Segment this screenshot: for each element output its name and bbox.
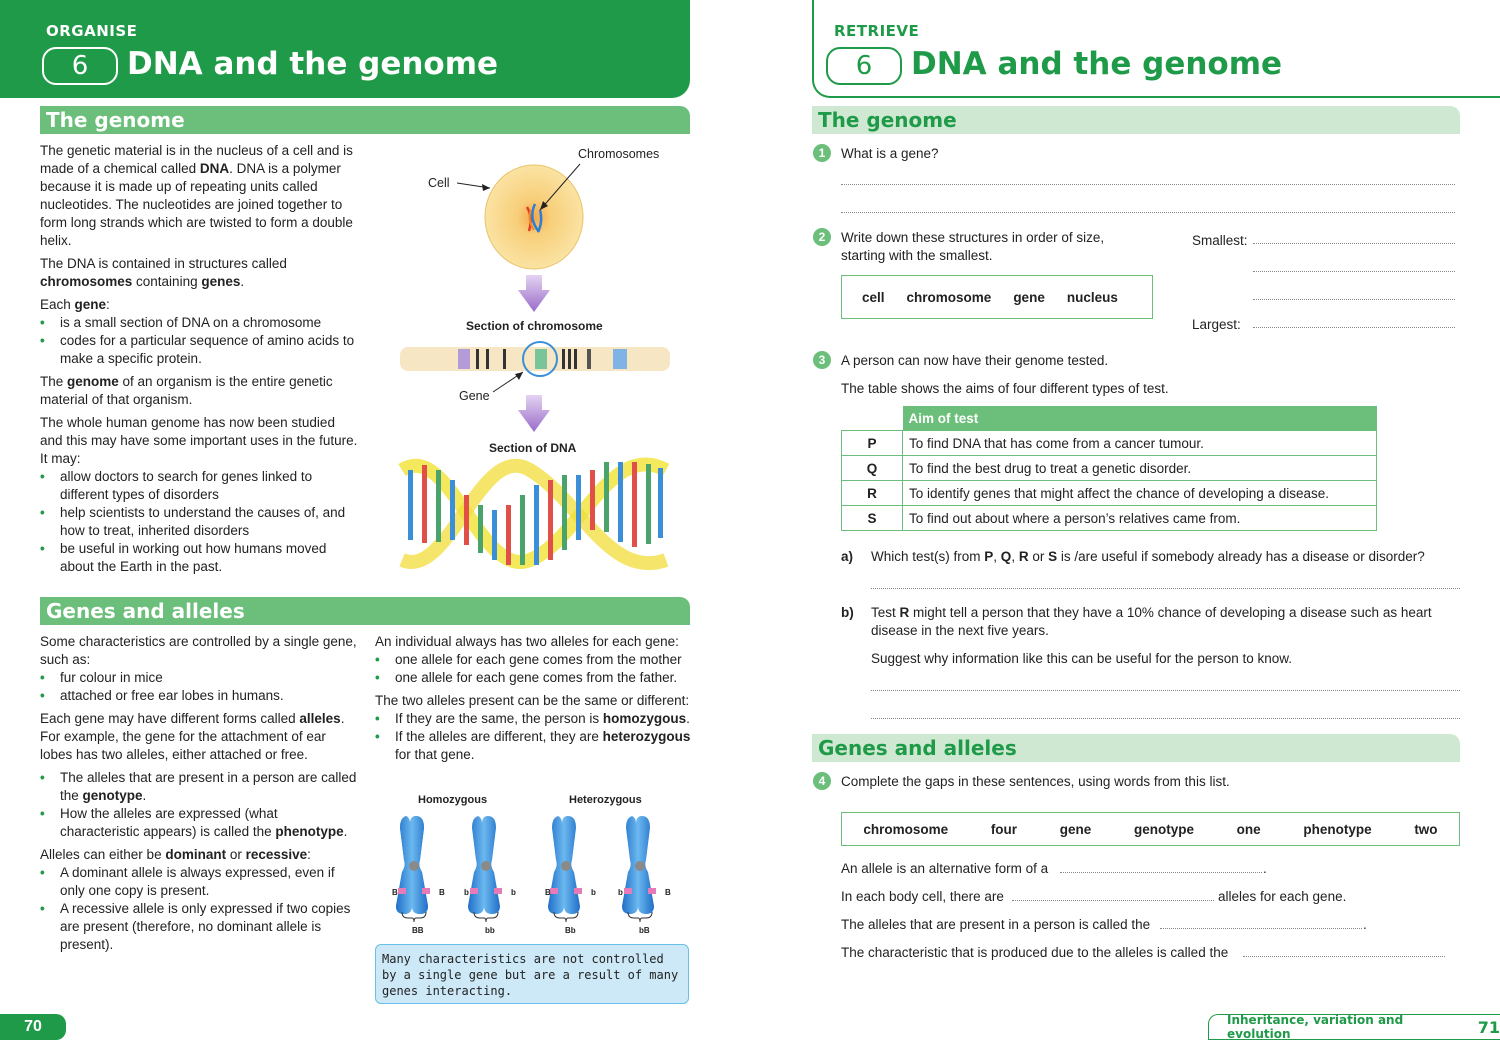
sentence-4: The characteristic that is produced due to the alleles is called the — [841, 945, 1229, 960]
genotype-label: Bb — [565, 926, 576, 935]
right-chapter-number: 6 — [855, 51, 873, 81]
answer-line[interactable] — [871, 718, 1460, 719]
right-genome-heading: The genome — [812, 106, 1460, 134]
table-cell-aim: To identify genes that might affect the chance of developing a disease. — [903, 481, 1377, 506]
sentence-3-end: . — [1363, 917, 1367, 932]
word-item: nucleus — [1066, 289, 1118, 305]
table-cell-key: P — [842, 431, 903, 456]
list-item: • is a small section of DNA on a chromosome — [40, 314, 360, 332]
list-item: • attached or free ear lobes in humans. — [40, 687, 360, 705]
section-chromosome-label: Section of chromosome — [466, 319, 603, 333]
question-number-3: 3 — [813, 351, 831, 369]
smallest-label: Smallest: — [1192, 233, 1248, 248]
list-item: • If they are the same, the person is homozygous. — [375, 710, 695, 728]
cell-chromosome-dna-diagram — [390, 140, 680, 580]
largest-label: Largest: — [1192, 317, 1241, 332]
sentence-2-end: alleles for each gene. — [1218, 889, 1347, 904]
sentence-1-end: . — [1263, 861, 1267, 876]
genome-text-block: The genetic material is in the nucleus of a cell and is made of a chemical called DNA. DNA is a polymer because it is made up of repeating units called nucleotides. The nucleotides are joined together to form long strands which are twisted to form a double helix. The DNA is contained in structures called chromosomes containing genes. Each gene: • is a small section of DNA on a chromosome • codes for a particular sequence of amino acids to make a specific protein. The genome of an organism is the entire genetic material of that organism. The whole human genome has now been studied and this may have some important uses in the future. It may: • allow doctors to search for genes linked to different types of disorders • help scientists to understand the causes of, and how to treat, inherited disorders • be useful in working out how humans moved about the Earth in the past. — [40, 142, 360, 581]
word-item: four — [990, 821, 1018, 837]
left-chapter-number-badge — [42, 47, 118, 85]
note-box: Many characteristics are not controlled by a single gene but are a result of many genes interacting. — [375, 944, 689, 1004]
table-cell-aim: To find DNA that has come from a cancer tumour. — [903, 431, 1377, 456]
chapter-footer-text: Inheritance, variation and evolution — [1227, 1013, 1404, 1041]
allele-letter: b — [464, 888, 469, 897]
table-cell-key: S — [842, 506, 903, 531]
list-item: • How the alleles are expressed (what characteristic appears) is called the phenotype. — [40, 805, 360, 841]
table-row — [842, 456, 1377, 481]
right-kicker: RETRIEVE — [834, 22, 920, 40]
gene-label: Gene — [459, 389, 490, 403]
table-row — [842, 481, 1377, 506]
homozygous-label: Homozygous — [418, 794, 488, 806]
table-cell-key: R — [842, 481, 903, 506]
answer-line[interactable] — [1253, 271, 1455, 272]
word-item: gene — [1013, 289, 1045, 305]
list-item: • The alleles that are present in a person are called the genotype. — [40, 769, 360, 805]
part-b-label: b) — [841, 605, 854, 620]
left-page-number: 70 — [0, 1014, 66, 1040]
allele-letter: B — [439, 888, 445, 897]
question-number-4: 4 — [813, 772, 831, 790]
table-cell-key: Q — [842, 456, 903, 481]
table-row — [842, 431, 1377, 456]
allele-letter: B — [545, 888, 551, 897]
right-footer — [1208, 1014, 1500, 1040]
alleles-text-right-column: An individual always has two alleles for each gene: • one allele for each gene comes from the mother • one allele for each gene comes from the father. The two alleles present can be the same or different: • If they are the same, the person is homozygous. • If the alleles are different, they are heterozygous for that gene. — [375, 633, 695, 769]
word-item: two — [1414, 821, 1438, 837]
heterozygous-label: Heterozygous — [569, 794, 642, 806]
question-2-text: Write down these structures in order of size, starting with the smallest. — [841, 230, 1105, 263]
table-cell-aim: To find out about where a person’s relatives came from. — [903, 506, 1377, 531]
gap-answer-line[interactable] — [1243, 956, 1445, 957]
question-1-text: What is a gene? — [841, 146, 939, 161]
list-item: • fur colour in mice — [40, 669, 360, 687]
word-item: gene — [1059, 821, 1092, 837]
sentence-2-start: In each body cell, there are — [841, 889, 1004, 904]
list-item: • codes for a particular sequence of amino acids to make a specific protein. — [40, 332, 360, 368]
question-number-1: 1 — [813, 144, 831, 162]
right-page-title: DNA and the genome — [911, 46, 1283, 82]
list-item: • help scientists to understand the causes of, and how to treat, inherited disorders — [40, 504, 360, 540]
list-item: • allow doctors to search for genes linked to different types of disorders — [40, 468, 360, 504]
word-item: phenotype — [1303, 821, 1372, 837]
answer-line[interactable] — [1253, 327, 1455, 328]
answer-line[interactable] — [841, 184, 1455, 185]
genotype-label: bb — [485, 926, 495, 935]
structures-word-box — [841, 275, 1153, 319]
right-chapter-number-badge — [826, 47, 902, 85]
allele-letter: B — [392, 888, 398, 897]
allele-letter: b — [591, 888, 596, 897]
cell-shape — [485, 165, 583, 269]
part-a-label: a) — [841, 549, 854, 564]
cell-label: Cell — [428, 176, 450, 190]
question-3-text: A person can now have their genome tested. — [841, 353, 1109, 368]
down-arrow — [518, 275, 550, 312]
alleles-text-left-column: Some characteristics are controlled by a single gene, such as: • fur colour in mice • attached or free ear lobes in humans. Each gene may have different forms called alleles. For example, the gene for the attachment of ear lobes has two alleles, either attached or free. • The alleles that are present in a person are called the genotype. • How the alleles are expressed (what characteristic appears) is called the phenotype. Alleles can either be dominant or recessive: • A dominant allele is always expressed, even if only one copy is present. • A recessive allele is only expressed if two copies are present (therefore, no dominant allele is present). — [40, 633, 360, 959]
gap-answer-line[interactable] — [1160, 928, 1362, 929]
part-a-text: Which test(s) from P, Q, R or S is /are useful if somebody already has a disease or disorder? — [871, 549, 1425, 564]
gap-fill-word-box — [841, 812, 1460, 846]
word-item: genotype — [1133, 821, 1194, 837]
word-item: chromosome — [863, 821, 949, 837]
list-item: • A dominant allele is always expressed, even if only one copy is present. — [40, 864, 360, 900]
list-item: • be useful in working out how humans moved about the Earth in the past. — [40, 540, 360, 576]
word-item: chromosome — [906, 289, 992, 305]
question-3-subtext: The table shows the aims of four different types of test. — [841, 381, 1169, 396]
question-number-2: 2 — [813, 228, 831, 246]
gap-answer-line[interactable] — [1060, 872, 1262, 873]
allele-letter: b — [618, 888, 623, 897]
gene-bullet-list — [40, 314, 360, 368]
left-page-title: DNA and the genome — [127, 46, 499, 82]
right-alleles-heading: Genes and alleles — [812, 734, 1460, 762]
table-header-row — [842, 406, 1377, 431]
list-item: • If the alleles are different, they are heterozygous for that gene. — [375, 728, 695, 764]
section-dna-label: Section of DNA — [489, 441, 577, 455]
sentence-3: The alleles that are present in a person is called the — [841, 917, 1151, 932]
table-header: Aim of test — [903, 406, 1377, 431]
part-b-prompt: Suggest why information like this can be useful for the person to know. — [871, 651, 1292, 666]
table-row — [842, 506, 1377, 531]
genotype-label: bB — [639, 926, 650, 935]
answer-line[interactable] — [871, 588, 1460, 589]
allele-letter: b — [511, 888, 516, 897]
chromosomes-label: Chromosomes — [578, 147, 660, 161]
genotype-label: BB — [412, 926, 424, 935]
list-item: • one allele for each gene comes from the father. — [375, 669, 695, 687]
dna-double-helix — [402, 462, 666, 565]
left-chapter-number: 6 — [71, 51, 89, 81]
question-4-text: Complete the gaps in these sentences, using words from this list. — [841, 774, 1230, 789]
answer-line[interactable] — [871, 690, 1460, 691]
left-alleles-heading: Genes and alleles — [40, 597, 690, 625]
table-cell-aim: To find the best drug to treat a genetic disorder. — [903, 456, 1377, 481]
genome-uses-list — [40, 468, 360, 576]
left-kicker: ORGANISE — [46, 22, 138, 40]
gap-answer-line[interactable] — [1012, 900, 1214, 901]
allele-letter: B — [665, 888, 671, 897]
word-item: one — [1236, 821, 1261, 837]
list-item: • one allele for each gene comes from the mother — [375, 651, 695, 669]
sentence-1: An allele is an alternative form of a — [841, 861, 1049, 876]
part-b-text: Test R might tell a person that they have a 10% chance of developing a disease such as heart disease in the next five years. — [871, 605, 1432, 638]
word-item: cell — [862, 289, 885, 305]
answer-line[interactable] — [841, 212, 1455, 213]
answer-line[interactable] — [1253, 243, 1455, 244]
answer-line[interactable] — [1253, 299, 1455, 300]
right-page-number: 71 — [1477, 1017, 1500, 1037]
down-arrow — [518, 395, 550, 432]
list-item: • A recessive allele is only expressed if two copies are present (therefore, no dominant allele is present). — [40, 900, 360, 954]
left-genome-heading: The genome — [40, 106, 690, 134]
aims-table — [841, 406, 1377, 531]
chromosome-pairs-diagram — [390, 812, 680, 938]
